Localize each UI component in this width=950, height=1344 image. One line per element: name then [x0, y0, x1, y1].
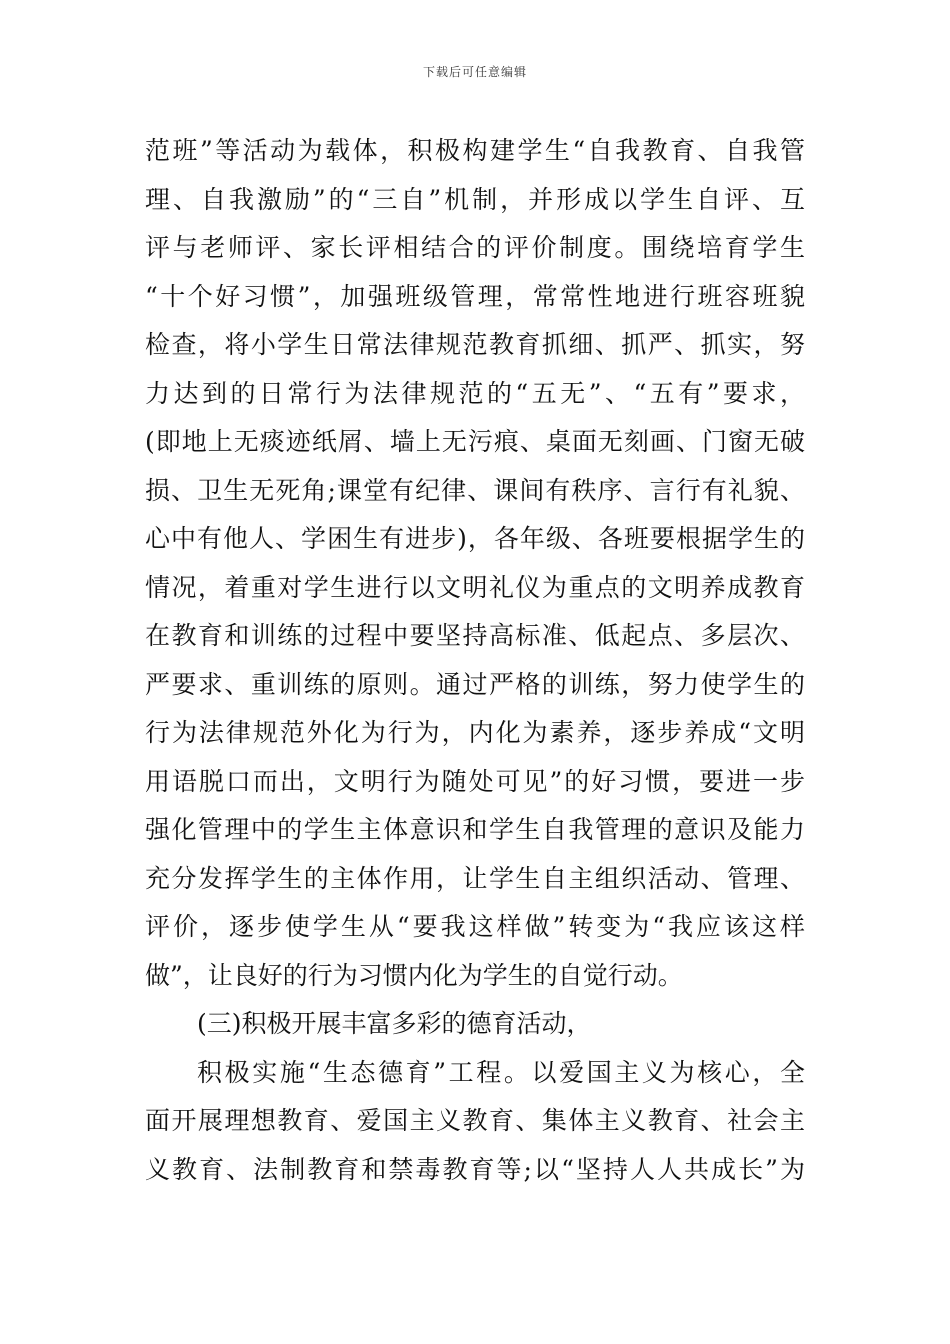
text-line: 评价，逐步使学生从“要我这样做”转变为“我应该这样 [145, 912, 805, 941]
text-line: 检查，将小学生日常法律规范教育抓细、抓严、抓实，努 [145, 330, 805, 359]
document-body [145, 127, 805, 1194]
text-line: 面开展理想教育、爱国主义教育、集体主义教育、社会主 [145, 1106, 805, 1135]
text-line: 范班”等活动为载体，积极构建学生“自我教育、自我管 [145, 136, 805, 165]
text-line: 理、自我激励”的“三自”机制，并形成以学生自评、互 [145, 184, 805, 214]
text-line: 充分发挥学生的主体作用，让学生自主组织活动、管理、 [145, 863, 805, 893]
text-line: 心中有他人、学困生有进步)，各年级、各班要根据学生的 [145, 524, 805, 553]
text-line: “十个好习惯”，加强班级管理，常常性地进行班容班貌 [145, 281, 805, 311]
text-line: (即地上无痰迹纸屑、墙上无污痕、桌面无刻画、门窗无破 [145, 427, 805, 456]
text-line: 评与老师评、家长评相结合的评价制度。围绕培育学生 [145, 233, 805, 262]
text-line: 用语脱口而出，文明行为随处可见”的好习惯，要进一步 [145, 766, 805, 796]
text-line: 义教育、法制教育和禁毒教育等;以“坚持人人共成长”为 [145, 1154, 805, 1184]
text-line: 行为法律规范外化为行为，内化为素养，逐步养成“文明 [145, 718, 805, 747]
text-line: 损、卫生无死角;课堂有纪律、课间有秩序、言行有礼貌、 [145, 475, 805, 505]
text-line: 强化管理中的学生主体意识和学生自我管理的意识及能力 [145, 815, 805, 844]
text-line: 做”，让良好的行为习惯内化为学生的自觉行动。 [145, 960, 683, 990]
text-line: 严要求、重训练的原则。通过严格的训练，努力使学生的 [145, 669, 805, 699]
text-line: 情况，着重对学生进行以文明礼仪为重点的文明养成教育 [145, 572, 805, 602]
text-line: 积极实施“生态德育”工程。以爱国主义为核心，全 [197, 1057, 805, 1087]
text-line: 力达到的日常行为法律规范的“五无”、“五有”要求， [145, 378, 805, 408]
page-header-note: 下载后可任意编辑 [422, 65, 527, 79]
section-heading: (三)积极开展丰富多彩的德育活动， [197, 1009, 592, 1038]
text-line: 在教育和训练的过程中要坚持高标准、低起点、多层次、 [145, 621, 805, 650]
